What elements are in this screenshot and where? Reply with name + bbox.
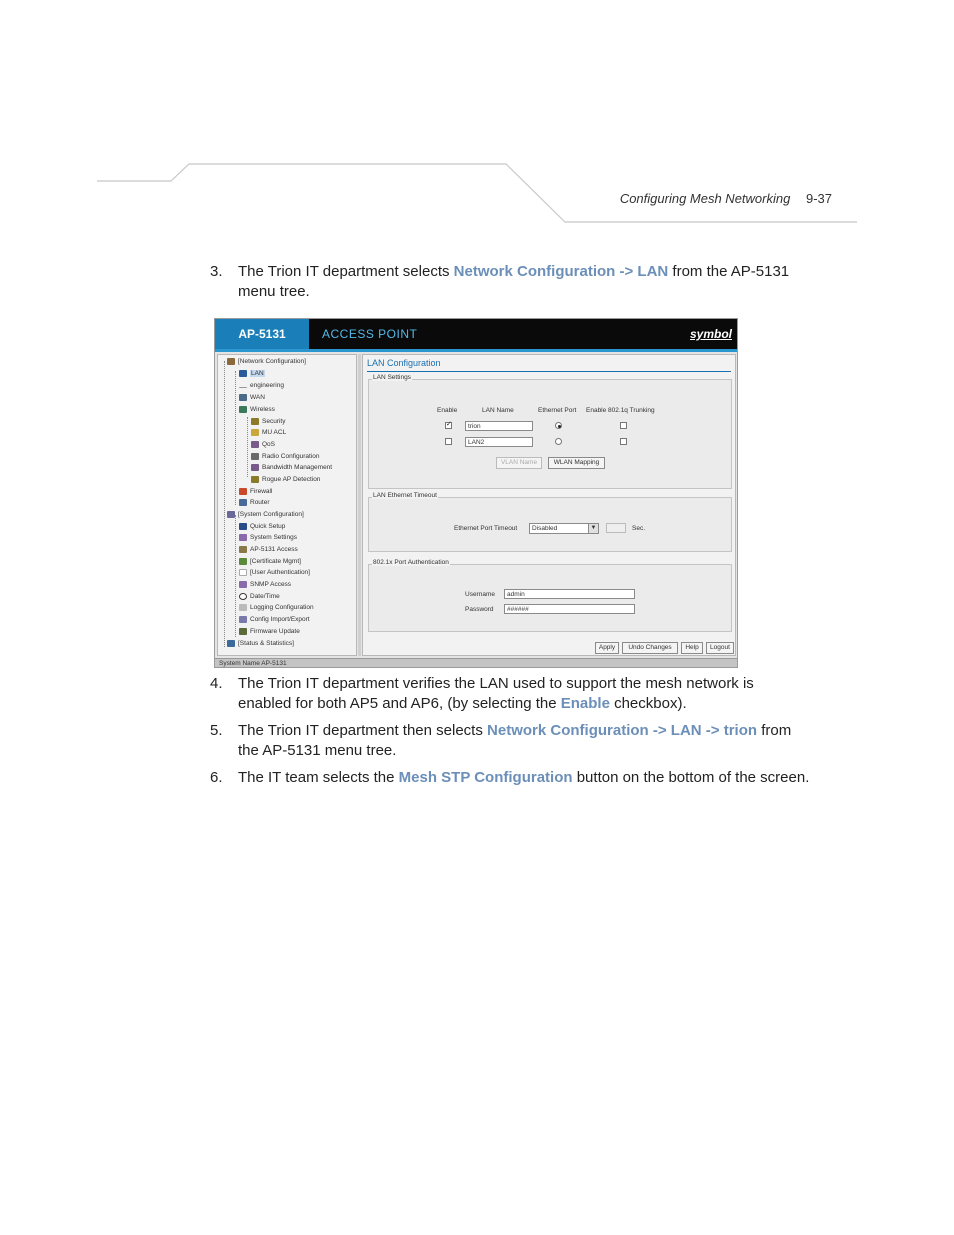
import-export-icon [239,616,247,623]
bandwidth-icon [251,464,259,471]
tree-item-snmp[interactable]: SNMP Access [239,580,291,589]
enable-checkbox-trion[interactable] [445,422,452,429]
apply-button[interactable]: Apply [595,642,619,654]
menu-path: Network Configuration -> LAN [453,263,669,280]
menu-path: Network Configuration -> LAN -> trion [487,722,758,739]
enable-checkbox-lan2[interactable] [445,438,452,445]
lan-name-input-lan2[interactable] [465,437,533,447]
firewall-icon [239,488,247,495]
tree-item-rogue-ap[interactable]: Rogue AP Detection [251,475,320,484]
seconds-label: Sec. [632,525,646,532]
tree-item-security[interactable]: Security [251,417,285,426]
step-4 [210,674,810,714]
tree-item-wan[interactable]: WAN [239,393,265,402]
tree-item-router[interactable]: Router [239,498,270,507]
timeout-select[interactable] [529,523,599,534]
rogue-icon [251,476,259,483]
system-icon [227,511,235,518]
acl-icon [251,429,259,436]
trunking-checkbox-lan2[interactable] [620,438,627,445]
step-text-post: button on the bottom of the screen. [572,769,810,786]
step-6 [210,768,810,788]
vlan-name-button[interactable]: VLAN Name [496,457,542,469]
step-text-pre: The Trion IT department verifies the LAN used to support the mesh network is enabled for both AP5 and AP6, (by selecting the [238,675,754,712]
leaf-icon [239,384,247,388]
tree-item-datetime[interactable]: Date/Time [239,592,280,601]
snmp-icon [239,581,247,588]
enable-term: Enable [560,695,610,712]
step-5 [210,721,810,761]
col-ethernet-port: Ethernet Port [538,407,577,414]
tree-item-lan[interactable]: LAN [239,369,265,378]
step-text-pre: The IT team selects the [238,769,399,786]
step-text [238,768,810,788]
ap5131-screenshot [214,318,738,668]
step-text [238,721,810,761]
tree-item-radio-config[interactable]: Radio Configuration [251,452,319,461]
quick-setup-icon [239,523,247,530]
step-text-post: from the AP-5131 menu tree. [238,263,790,300]
mesh-stp-term: Mesh STP Configuration [398,769,573,786]
tree-item-system-config[interactable]: [System Configuration] [227,510,304,519]
certificate-icon [239,558,247,565]
access-icon [239,546,247,553]
col-trunking: Enable 802.1q Trunking [586,407,655,414]
wlan-mapping-button[interactable]: WLAN Mapping [548,457,605,469]
running-head [620,191,832,206]
tree-item-firmware[interactable]: Firmware Update [239,627,300,636]
ethernet-port-radio-lan2[interactable] [555,438,562,445]
col-lan-name: LAN Name [482,407,514,414]
help-button[interactable]: Help [681,642,703,654]
qos-icon [251,441,259,448]
step-text [238,262,810,302]
product-label: ACCESS POINT [322,327,418,341]
step-number: 3. [210,263,223,280]
accent-line [215,349,738,352]
username-input[interactable] [504,589,635,599]
step-text-pre: The Trion IT department then selects [238,722,488,739]
pane-splitter[interactable] [358,354,361,656]
brand-logo: symbol [689,327,732,341]
timeout-value: Disabled [532,525,558,532]
tree-item-network-config[interactable]: [Network Configuration] [227,357,306,366]
tree-item-quick-setup[interactable]: Quick Setup [239,522,285,531]
tree-item-status[interactable]: [Status & Statistics] [227,639,294,648]
col-enable: Enable [437,407,458,414]
step-number: 6. [210,769,223,786]
username-label: Username [465,591,495,598]
page-number: 9-37 [805,191,832,206]
tree-item-bandwidth[interactable]: Bandwidth Management [251,463,332,472]
tree-item-logging[interactable]: Logging Configuration [239,603,314,612]
tree-item-mu-acl[interactable]: MU ACL [251,428,286,437]
ethernet-port-radio-trion[interactable] [555,422,562,429]
status-bar: System Name AP-5131 [215,658,738,668]
lan-name-input-trion[interactable] [465,421,533,431]
tree-item-qos[interactable]: QoS [251,440,275,449]
password-label: Password [465,606,494,613]
step-text-pre: The Trion IT department selects [238,263,454,280]
panel-title: LAN Configuration [367,358,441,368]
tree-item-engineering[interactable]: engineering [239,381,284,390]
model-label: AP-5131 [215,319,309,349]
logging-icon [239,604,247,611]
wan-icon [239,394,247,401]
tree-item-certificate[interactable]: [Certificate Mgmt] [239,557,301,566]
tree-item-wireless[interactable]: Wireless [239,405,275,414]
tree-item-ap-access[interactable]: AP-5131 Access [239,545,298,554]
status-icon [227,640,235,647]
firmware-icon [239,628,247,635]
tree-item-config-import[interactable]: Config Import/Export [239,615,310,624]
group-legend: LAN Settings [373,374,411,381]
security-icon [251,418,259,425]
router-icon [239,499,247,506]
menu-tree [217,354,357,656]
radio-icon [251,453,259,460]
title-rule [367,371,731,372]
group-legend: 802.1x Port Authentication [373,559,449,566]
step-number: 4. [210,675,223,692]
step-text-post: checkbox). [609,695,687,712]
ethernet-timeout-group [368,492,732,552]
step-3 [210,262,810,302]
lan-icon [239,370,247,377]
clock-icon [239,593,247,600]
app-title-bar [215,319,738,349]
timeout-seconds-input[interactable] [606,523,626,533]
trunking-checkbox-trion[interactable] [620,422,627,429]
undo-changes-button[interactable]: Undo Changes [622,642,678,654]
step-text [238,674,810,714]
user-auth-icon [239,569,247,576]
timeout-label: Ethernet Port Timeout [454,525,518,532]
settings-icon [239,534,247,541]
tree-item-system-settings[interactable]: System Settings [239,533,297,542]
chevron-down-icon: ▼ [588,524,598,533]
logout-button[interactable]: Logout [706,642,734,654]
group-legend: LAN Ethernet Timeout [373,492,437,499]
running-head-title: Configuring Mesh Networking [619,191,791,206]
password-input[interactable] [504,604,635,614]
lan-settings-group [368,374,732,489]
step-text-post: from the AP-5131 menu tree. [238,722,792,759]
network-icon [227,358,235,365]
tree-item-firewall[interactable]: Firewall [239,487,272,496]
wireless-icon [239,406,247,413]
tree-item-user-auth[interactable]: [User Authentication] [239,568,310,577]
step-number: 5. [210,722,223,739]
action-bar [362,641,736,657]
port-auth-group [368,559,732,632]
lan-config-panel [362,354,736,656]
